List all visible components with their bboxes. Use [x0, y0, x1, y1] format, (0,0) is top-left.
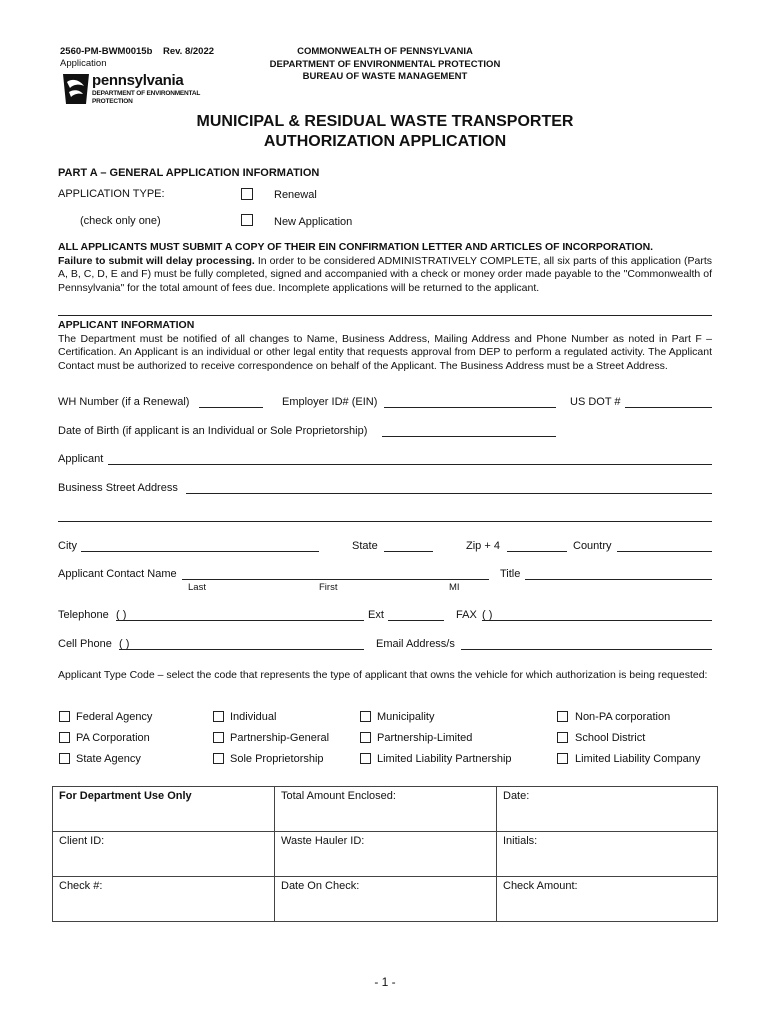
date-cell[interactable]	[497, 787, 718, 832]
notice-rest: In order to be considered ADMINISTRATIVELY COMPLETE, all six parts of this application (Parts A, B, C, D, E and F) must be fully completed, signed and accompanied with a check or money order made payable to the "Commonwealth of Pennsylvania" for the total amount of fees due. Incomplete applications will be returned to the applicant.	[58, 254, 713, 294]
logo-dept-line-2: PROTECTION	[92, 98, 133, 105]
email-field[interactable]	[461, 649, 712, 650]
waste-hauler-id-label: Waste Hauler ID:	[281, 835, 365, 847]
renewal-label: Renewal	[274, 189, 317, 201]
title-label: Title	[500, 568, 521, 580]
form-revision: Rev. 8/2022	[162, 46, 215, 57]
llc-label: Limited Liability Company	[575, 753, 701, 765]
pa-corporation-checkbox[interactable]	[59, 732, 70, 743]
logo-dept-line-1: DEPARTMENT OF ENVIRONMENTAL	[92, 90, 201, 97]
telephone-area-code: ( )	[116, 609, 127, 621]
city-field[interactable]	[81, 551, 319, 552]
logo-wordmark: pennsylvania	[92, 72, 184, 89]
check-only-one-note: (check only one)	[80, 215, 161, 227]
check-number-cell[interactable]	[53, 877, 275, 922]
dept-use-heading: For Department Use Only	[59, 790, 192, 802]
individual-label: Individual	[230, 711, 277, 723]
agency-line-3: BUREAU OF WASTE MANAGEMENT	[302, 71, 468, 82]
applicant-info-block	[58, 319, 712, 373]
school-district-label: School District	[575, 732, 646, 744]
applicant-info-text: The Department must be notified of all changes to Name, Business Address, Mailing Address and Phone Number as noted in Part F – Certification. An Applicant is an individual or other legal entity that requests approval from DEP to perform a regulated activity. The Applicant Contact must be authorized to receive correspondence on behalf of the Applicant. The Business Address must be a Street Address.	[58, 332, 712, 372]
contact-name-label: Applicant Contact Name	[58, 568, 177, 580]
school-district-checkbox[interactable]	[557, 732, 568, 743]
application-type-label: APPLICATION TYPE:	[58, 188, 165, 200]
title-line-1: MUNICIPAL & RESIDUAL WASTE TRANSPORTER	[196, 113, 574, 130]
state-label: State	[352, 540, 378, 552]
name-mi-caption: MI	[449, 582, 460, 593]
telephone-field[interactable]	[116, 620, 364, 621]
new-application-label: New Application	[274, 216, 353, 228]
llp-label: Limited Liability Partnership	[377, 753, 512, 765]
country-label: Country	[573, 540, 612, 552]
business-street-field[interactable]	[186, 493, 712, 494]
fax-area-code: ( )	[482, 609, 493, 621]
agency-header	[230, 46, 540, 84]
us-dot-label: US DOT #	[570, 396, 621, 408]
wh-number-field[interactable]	[199, 407, 263, 408]
ext-label: Ext	[368, 609, 384, 621]
applicant-field[interactable]	[108, 464, 712, 465]
initials-cell[interactable]	[497, 832, 718, 877]
zip-field[interactable]	[507, 551, 567, 552]
notice-bold-line: ALL APPLICANTS MUST SUBMIT A COPY OF THEIR EIN CONFIRMATION LETTER AND ARTICLES OF INCORPORATION.	[58, 241, 654, 253]
state-field[interactable]	[384, 551, 433, 552]
dob-label: Date of Birth (if applicant is an Individual or Sole Proprietorship)	[58, 425, 368, 437]
date-label: Date:	[503, 790, 530, 802]
initials-label: Initials:	[503, 835, 538, 847]
business-street-label: Business Street Address	[58, 482, 178, 494]
federal-agency-label: Federal Agency	[76, 711, 153, 723]
title-line-2: AUTHORIZATION APPLICATION	[263, 133, 507, 150]
total-amount-label: Total Amount Enclosed:	[281, 790, 396, 802]
date-on-check-label: Date On Check:	[281, 880, 360, 892]
table-row	[53, 877, 718, 922]
client-id-label: Client ID:	[59, 835, 105, 847]
section-divider	[58, 315, 712, 316]
llc-checkbox[interactable]	[557, 753, 568, 764]
business-street-field-2[interactable]	[58, 521, 712, 522]
individual-checkbox[interactable]	[213, 711, 224, 722]
keystone-icon	[60, 72, 92, 106]
cell-phone-label: Cell Phone	[58, 638, 112, 650]
partnership-general-checkbox[interactable]	[213, 732, 224, 743]
check-amount-label: Check Amount:	[503, 880, 578, 892]
non-pa-corporation-label: Non-PA corporation	[575, 711, 671, 723]
part-a-heading: PART A – GENERAL APPLICATION INFORMATION	[58, 167, 320, 179]
llp-checkbox[interactable]	[360, 753, 371, 764]
city-label: City	[58, 540, 77, 552]
name-last-caption: Last	[188, 582, 206, 593]
pa-corporation-label: PA Corporation	[76, 732, 150, 744]
name-first-caption: First	[319, 582, 338, 593]
applicant-type-code-intro: Applicant Type Code – select the code that represents the type of applicant that owns the vehicle for which authorization is being requested:	[58, 669, 708, 681]
agency-line-2: DEPARTMENT OF ENVIRONMENTAL PROTECTION	[269, 58, 501, 70]
email-label: Email Address/s	[376, 638, 455, 650]
ext-field[interactable]	[388, 620, 444, 621]
telephone-label: Telephone	[58, 609, 109, 621]
table-row	[53, 832, 718, 877]
table-row	[53, 787, 718, 832]
title-field[interactable]	[525, 579, 712, 580]
state-agency-checkbox[interactable]	[59, 753, 70, 764]
page-number: - 1 -	[374, 975, 396, 989]
total-amount-cell[interactable]	[275, 787, 497, 832]
form-type: Application	[60, 58, 107, 69]
new-application-checkbox[interactable]	[241, 214, 253, 226]
country-field[interactable]	[617, 551, 712, 552]
applicant-info-heading: APPLICANT INFORMATION	[58, 319, 195, 331]
municipality-label: Municipality	[377, 711, 435, 723]
partnership-limited-checkbox[interactable]	[360, 732, 371, 743]
client-id-cell[interactable]	[53, 832, 275, 877]
form-header-left	[60, 46, 214, 70]
notice-bold-start: Failure to submit will delay processing.	[58, 254, 255, 267]
partnership-general-label: Partnership-General	[230, 732, 330, 744]
federal-agency-checkbox[interactable]	[59, 711, 70, 722]
wh-number-label: WH Number (if a Renewal)	[58, 396, 190, 408]
partnership-limited-label: Partnership-Limited	[377, 732, 473, 744]
date-on-check-cell[interactable]	[275, 877, 497, 922]
waste-hauler-id-cell[interactable]	[275, 832, 497, 877]
submission-notice	[58, 241, 712, 295]
pa-dep-logo	[60, 70, 220, 110]
ein-field[interactable]	[384, 407, 556, 408]
form-code: 2560-PM-BWM0015b	[60, 46, 153, 57]
fax-label: FAX	[456, 609, 477, 621]
sole-proprietorship-checkbox[interactable]	[213, 753, 224, 764]
state-agency-label: State Agency	[76, 753, 141, 765]
applicant-label: Applicant	[58, 453, 104, 465]
contact-name-field[interactable]	[182, 579, 489, 580]
ein-label: Employer ID# (EIN)	[282, 396, 378, 408]
dob-field[interactable]	[382, 436, 556, 437]
check-amount-cell[interactable]	[497, 877, 718, 922]
agency-line-1: COMMONWEALTH OF PENNSYLVANIA	[297, 46, 473, 57]
cell-area-code: ( )	[119, 638, 130, 650]
municipality-checkbox[interactable]	[360, 711, 371, 722]
renewal-checkbox[interactable]	[241, 188, 253, 200]
us-dot-field[interactable]	[625, 407, 712, 408]
zip-label: Zip + 4	[466, 540, 500, 552]
non-pa-corporation-checkbox[interactable]	[557, 711, 568, 722]
logo-department	[92, 90, 200, 106]
fax-field[interactable]	[482, 620, 712, 621]
department-use-table	[52, 786, 718, 922]
sole-proprietorship-label: Sole Proprietorship	[230, 753, 324, 765]
dept-use-header-cell	[53, 787, 275, 832]
cell-phone-field[interactable]	[119, 649, 364, 650]
check-number-label: Check #:	[59, 880, 103, 892]
form-title	[0, 112, 770, 152]
